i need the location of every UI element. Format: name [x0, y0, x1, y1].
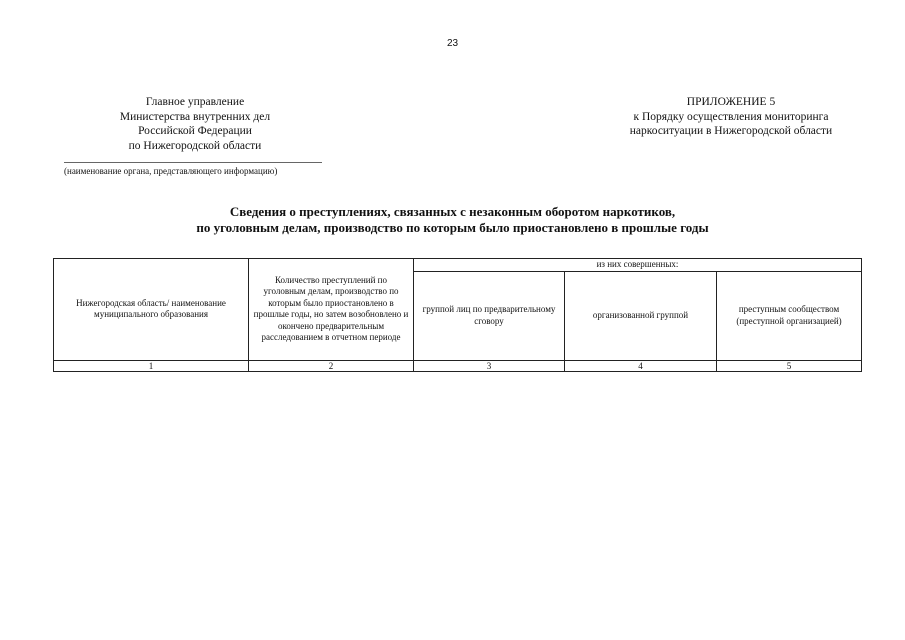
appendix-line: наркоситуации в Нижегородской области [629, 125, 833, 137]
appendix-header [578, 95, 884, 139]
title-line-1: Сведения о преступлениях, связанных с незаконным оборотом наркотиков, [229, 204, 676, 219]
organization-header [90, 95, 300, 153]
column-number: 3 [414, 360, 565, 371]
column-header-criminal-community: преступным сообществом (преступной организацией) [717, 271, 862, 360]
organization-line: Министерства внутренних дел [119, 110, 271, 123]
signature-caption: (наименование органа, представляющего информацию) [64, 166, 278, 176]
column-number: 1 [54, 360, 249, 371]
column-number: 4 [565, 360, 717, 371]
column-number: 5 [717, 360, 862, 371]
title-line-2: по уголовным делам, производство по которым было приостановлено в прошлые годы [196, 220, 709, 235]
appendix-line: ПРИЛОЖЕНИЕ 5 [686, 96, 776, 108]
organization-line: Главное управление [145, 96, 245, 108]
column-header-crime-count: Количество преступлений по уголовным делам, производство по которым было приостановлено в прошлые годы, но затем возобновлено и окончено предварительным расследованием в отчетном периоде [249, 259, 414, 361]
column-number: 2 [249, 360, 414, 371]
organization-line: по Нижегородской области [128, 139, 262, 152]
column-header-municipality: Нижегородская область/ наименование муниципального образования [54, 259, 249, 361]
report-table [53, 258, 862, 372]
group-header-committed: из них совершенных: [414, 259, 862, 272]
column-header-group-conspiracy: группой лиц по предварительному сговору [414, 271, 565, 360]
column-numbers-row [54, 360, 862, 371]
organization-line: Российской Федерации [138, 125, 252, 137]
page-number: 23 [446, 38, 459, 49]
column-header-organized-group: организованной группой [565, 271, 717, 360]
document-title [0, 204, 905, 236]
signature-line [64, 162, 322, 163]
appendix-line: к Порядку осуществления мониторинга [633, 110, 829, 123]
